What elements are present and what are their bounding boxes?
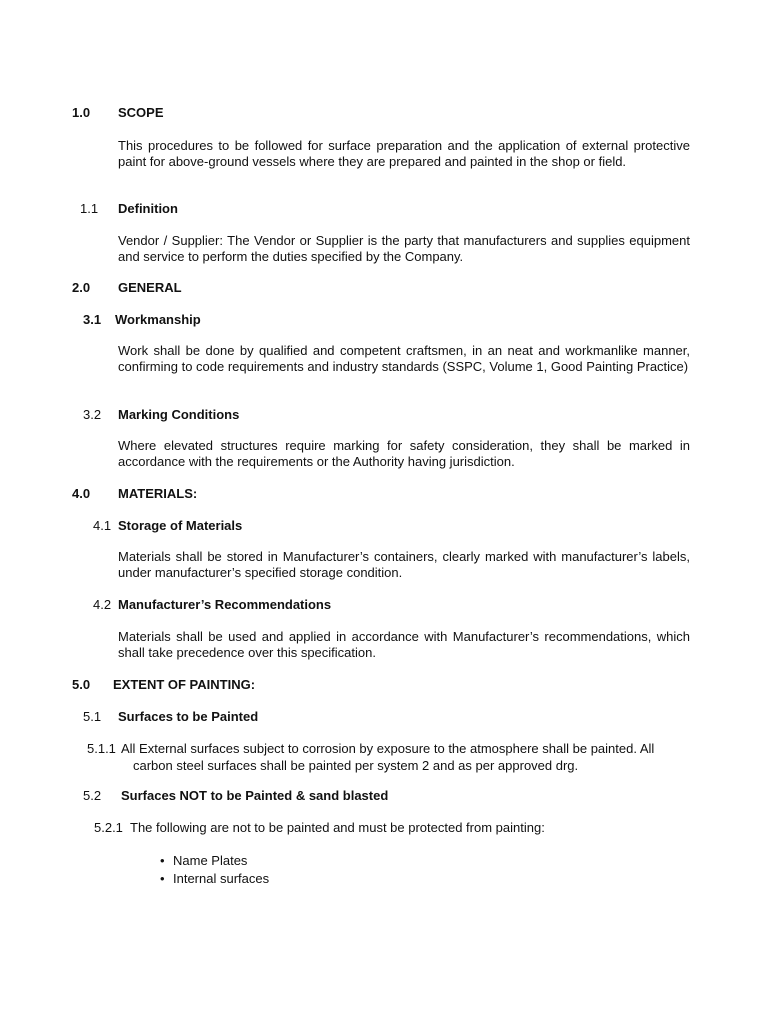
section-number: 5.0	[72, 677, 91, 692]
list-item: • Internal surfaces	[160, 870, 269, 888]
section-number: 4.0	[72, 486, 91, 501]
subsection-number: 3.1	[83, 312, 102, 327]
clause-text: All External surfaces subject to corrosion by exposure to the atmosphere shall be painted. All	[121, 741, 655, 756]
clause-text: The following are not to be painted and must be protected from painting:	[130, 820, 545, 835]
subsection-heading: Marking Conditions	[118, 407, 240, 422]
subsection-heading: Storage of Materials	[118, 518, 243, 533]
subsection-paragraph: Work shall be done by qualified and competent craftsmen, in an neat and workmanlike manner, confirming to code requirements and industry standards (SSPC, Volume 1, Good Painting Practice)	[118, 343, 690, 374]
clause-text: carbon steel surfaces shall be painted per system 2 and as per approved drg.	[133, 758, 579, 773]
subsection-paragraph: Materials shall be used and applied in accordance with Manufacturer’s recommendations, which shall take precedence over this specification.	[118, 629, 690, 660]
section-number: 1.0	[72, 105, 91, 120]
list-item: • Name Plates	[160, 852, 269, 870]
subsection-heading: Definition	[118, 201, 178, 216]
clause-number: 5.1.1	[87, 741, 116, 756]
subsection-number: 1.1	[80, 201, 99, 216]
subsection-heading: Workmanship	[115, 312, 201, 327]
clause-number: 5.2.1	[94, 820, 123, 835]
section-paragraph: This procedures to be followed for surface preparation and the application of external protective paint for above-ground vessels where they are prepared and painted in the shop or field.	[118, 138, 690, 169]
subsection-number: 4.2	[93, 597, 112, 612]
subsection-number: 5.1	[83, 709, 102, 724]
subsection-paragraph: Vendor / Supplier: The Vendor or Supplier is the party that manufacturers and supplies equipment and service to perform the duties specified by the Company.	[118, 233, 690, 264]
section-heading: EXTENT OF PAINTING:	[113, 677, 256, 692]
subsection-paragraph: Materials shall be stored in Manufacturer’s containers, clearly marked with manufacturer’s labels, under manufacturer’s specified storage condition.	[118, 549, 690, 580]
subsection-heading: Surfaces to be Painted	[118, 709, 259, 724]
section-heading: SCOPE	[118, 105, 164, 120]
bullet-list	[160, 852, 269, 887]
subsection-heading: Manufacturer’s Recommendations	[118, 597, 332, 612]
subsection-paragraph: Where elevated structures require marking for safety consideration, they shall be marked in accordance with the requirements or the Authority having jurisdiction.	[118, 438, 690, 469]
subsection-heading: Surfaces NOT to be Painted & sand blasted	[121, 788, 389, 803]
section-heading: MATERIALS:	[118, 486, 198, 501]
subsection-number: 4.1	[93, 518, 112, 533]
section-number: 2.0	[72, 280, 91, 295]
subsection-number: 3.2	[83, 407, 102, 422]
subsection-number: 5.2	[83, 788, 102, 803]
section-heading: GENERAL	[118, 280, 182, 295]
